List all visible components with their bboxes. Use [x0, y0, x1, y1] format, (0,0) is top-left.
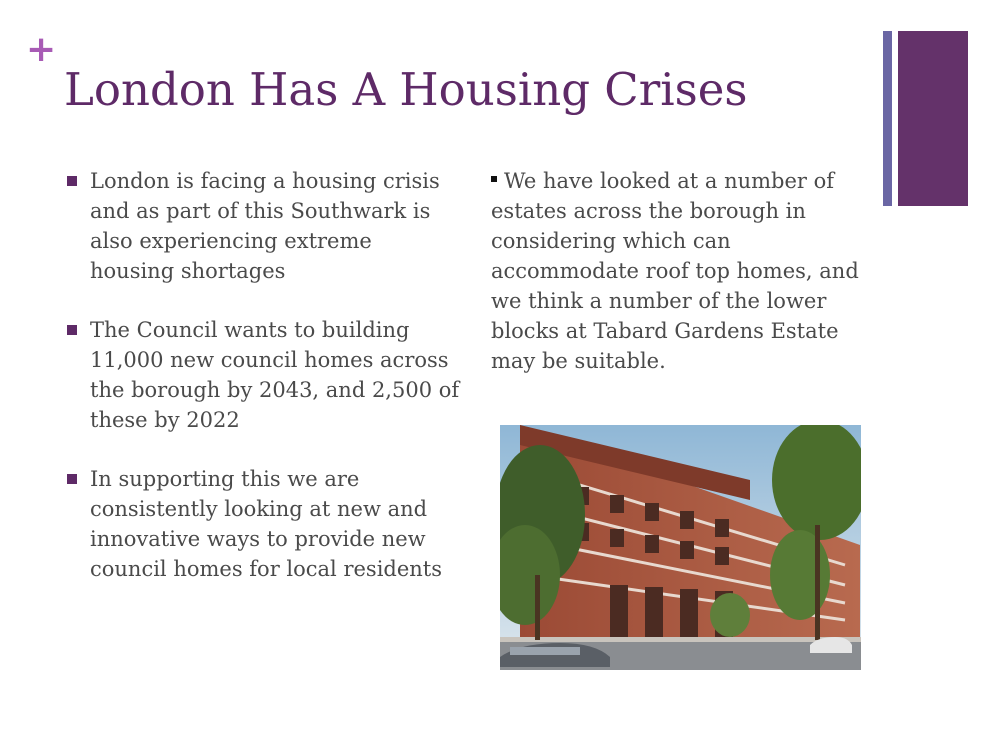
bullet-text: The Council wants to building 11,000 new council homes across the borough by 2043, and 2,500 of these by 2022	[90, 318, 460, 432]
slide-title: London Has A Housing Crises	[64, 63, 748, 116]
accent-bar-thick	[898, 31, 968, 206]
square-bullet-icon	[491, 176, 497, 182]
square-bullet-icon	[67, 474, 77, 484]
bullet-text: London is facing a housing crisis and as part of this Southwark is also experiencing extreme housing shortages	[90, 169, 440, 283]
list-item	[66, 464, 461, 584]
right-paragraph	[491, 166, 876, 376]
plus-icon: +	[26, 29, 57, 70]
right-paragraph-text: We have looked at a number of estates across the borough in considering which can accommodate roof top homes, and we think a number of the lower blocks at Tabard Gardens Estate may be suitable.	[491, 169, 859, 373]
accent-bar-thin	[883, 31, 892, 206]
bullet-text: In supporting this we are consistently looking at new and innovative ways to provide new council homes for local residents	[90, 467, 443, 581]
square-bullet-icon	[67, 325, 77, 335]
bullet-list	[66, 166, 461, 613]
list-item	[66, 315, 461, 435]
square-bullet-icon	[67, 176, 77, 186]
list-item	[66, 166, 461, 286]
building-photo	[500, 425, 861, 670]
